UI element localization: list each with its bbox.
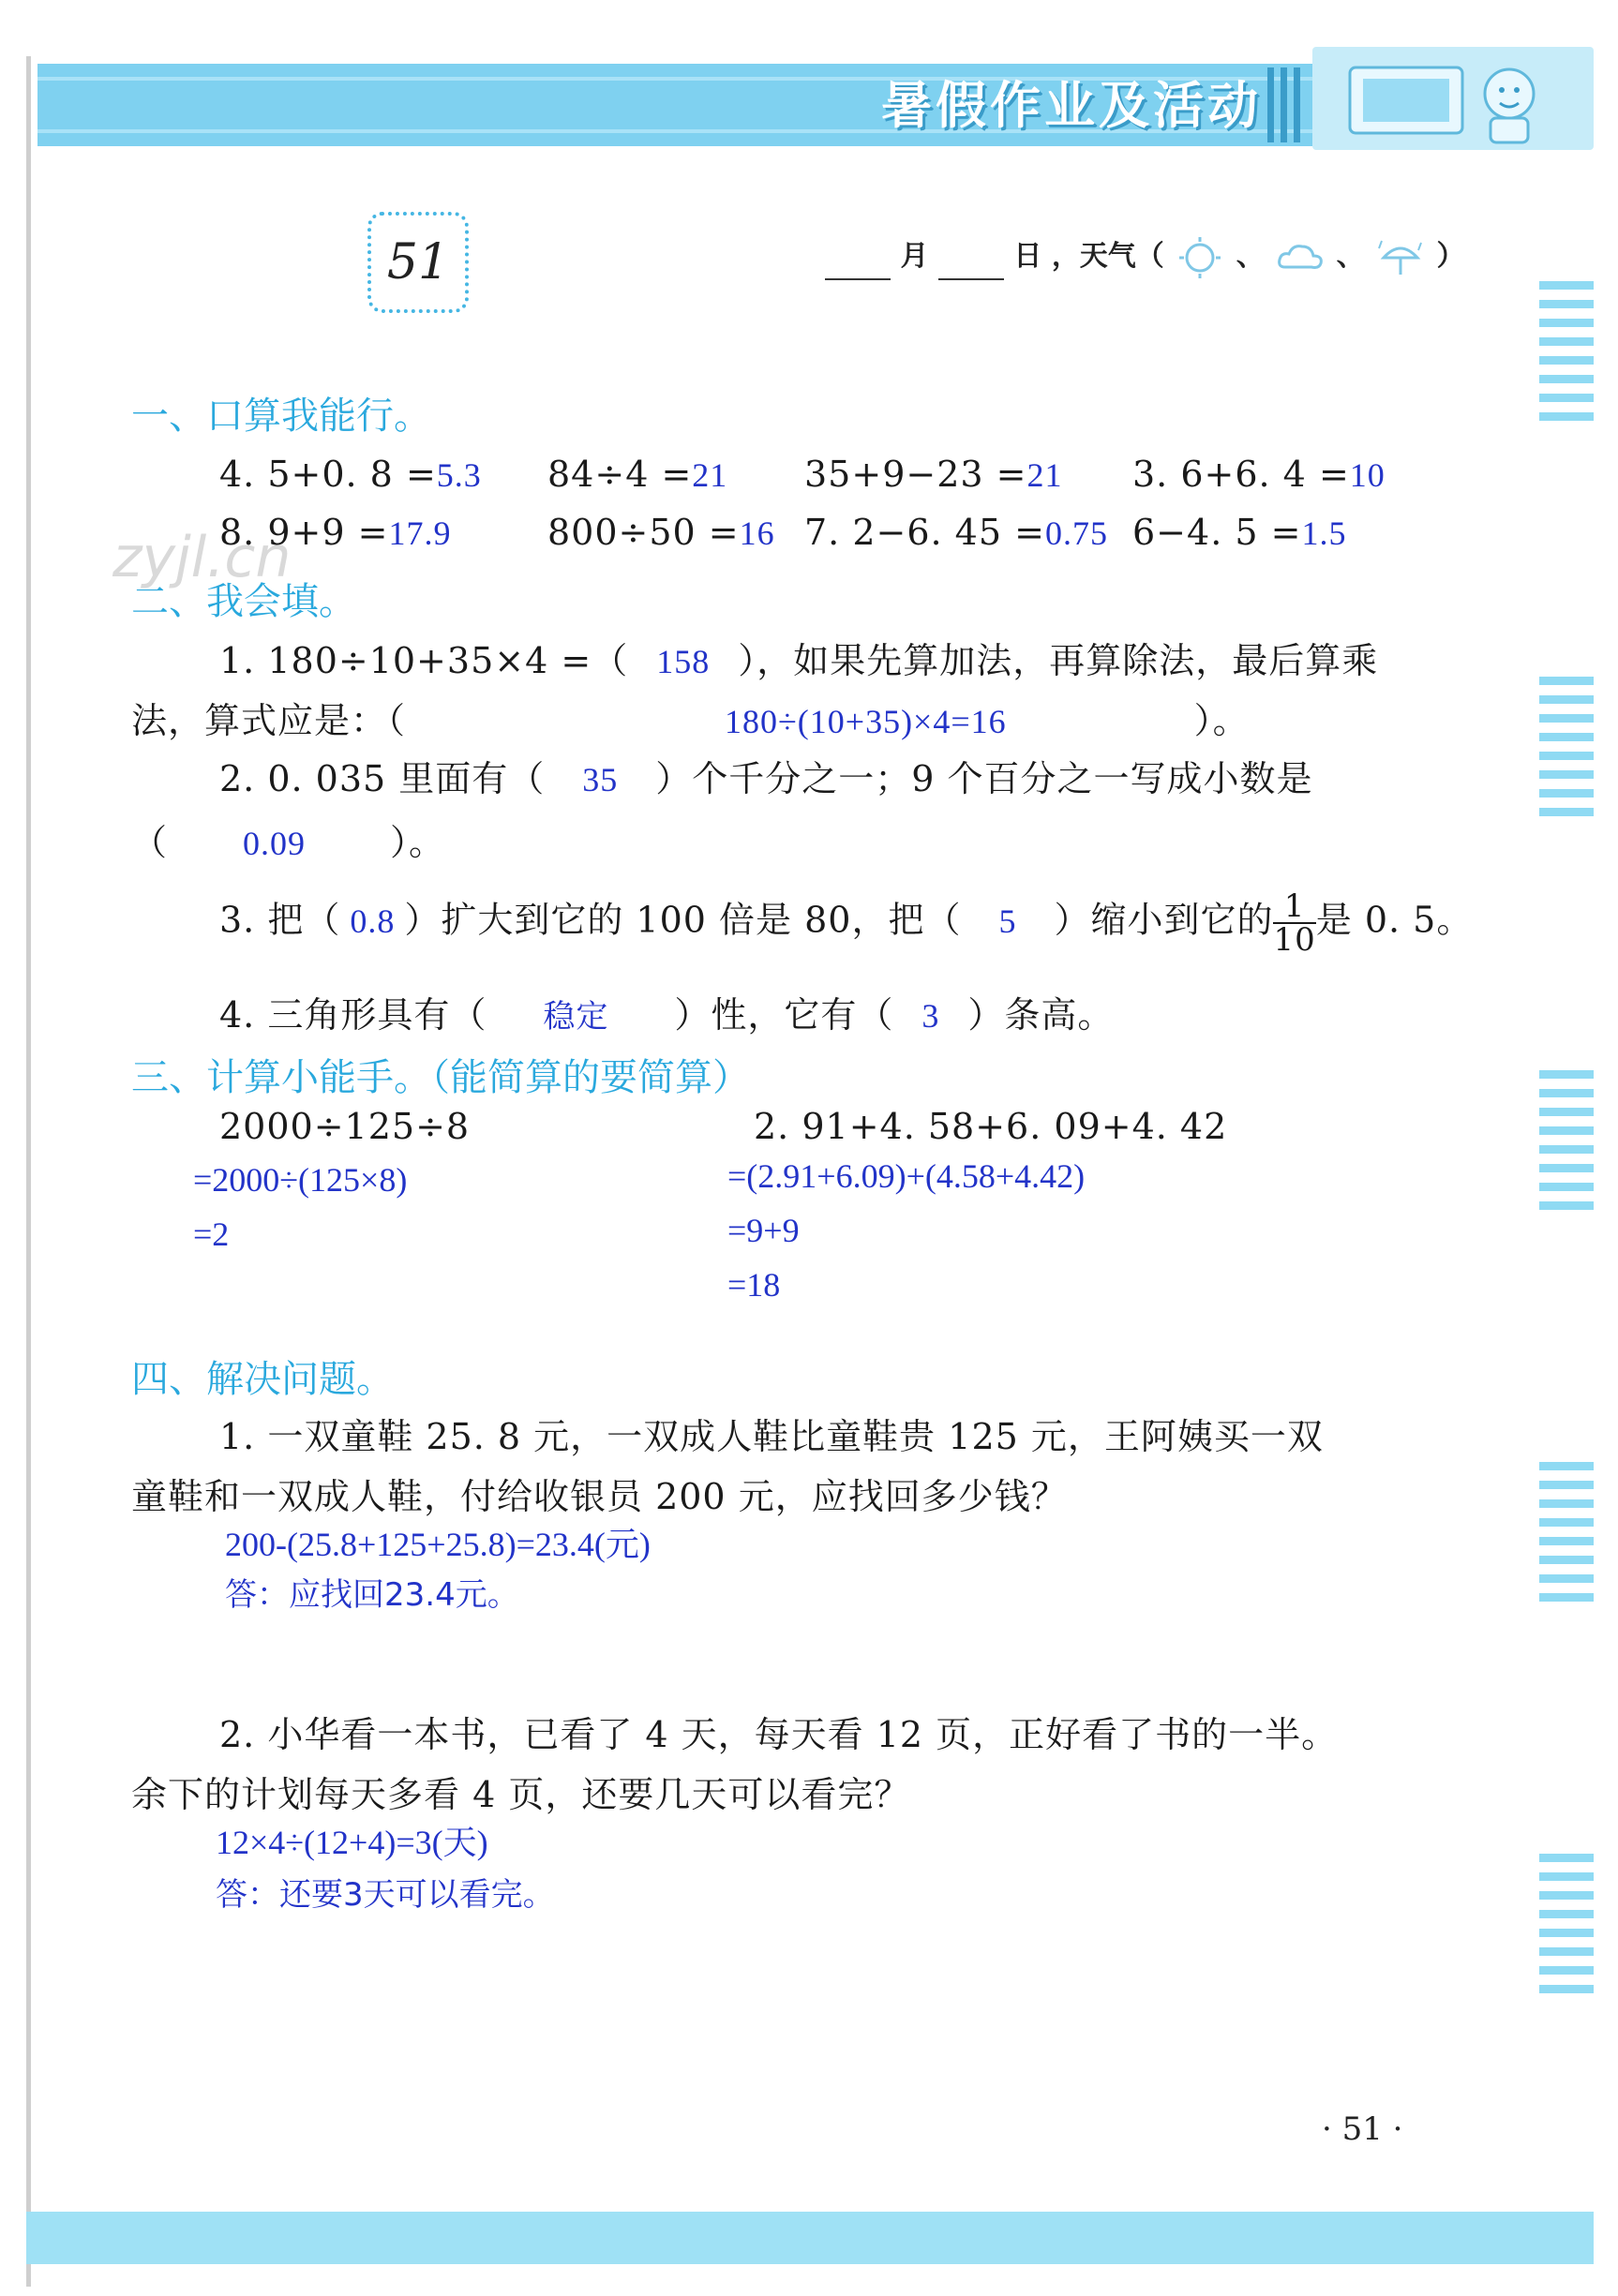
calc-left-step: =2000÷(125×8) [193,1161,408,1199]
header-divider-bars [1267,67,1305,142]
month-blank [825,246,891,280]
problem-2-line: 2. 小华看一本书，已看了 4 天，每天看 12 页，正好看了书的一半。 [219,1714,1339,1755]
sun-icon [1174,235,1226,280]
cloud-icon [1274,235,1326,280]
calc-right-step: =9+9 [727,1212,800,1249]
problem-1-answer: 答：应找回23.4元。 [225,1576,519,1614]
section4-heading: 四、解决问题。 [131,1358,394,1401]
fill-question-2: 2. 0. 035 里面有（ 35 ）个千分之一；9 个百分之一写成小数是 [219,758,1313,799]
side-stripe-block [1539,1070,1594,1220]
rain-umbrella-icon [1374,235,1427,280]
calc-right-question: 2. 91+4. 58+6. 09+4. 42 [754,1106,1228,1147]
bottom-band [26,2212,1594,2264]
weather-label: ，天气（ [1051,240,1164,273]
fill-question-1-cont: 法，算式应是：（ 180÷(10+35)×4=16 ）。 [131,700,1250,741]
month-label: 月 [900,240,929,273]
oral-calc-item: 6−4. 5 =1.5 [1132,512,1347,553]
weather-separator: 、 [1336,240,1365,273]
cartoon-illustration [1312,47,1594,150]
problem-2-answer: 答：还要3天可以看完。 [216,1876,555,1914]
section3-heading: 三、计算小能手。（能简算的要简算） [131,1056,750,1099]
side-stripe-block [1539,1854,1594,2004]
fill-question-3: 3. 把（ 0.8 ）扩大到它的 100 倍是 80，把（ 5 ）缩小到它的 $\frac{1}{10}$ 是 0. 5。 [219,887,1474,959]
oral-calc-item: 7. 2−6. 45 =0.75 [804,512,1108,553]
fill-question-1: 1. 180÷10+35×4 =（ 158 ），如果先算加法，再算除法，最后算乘 [219,640,1379,681]
day-label: 日 [1013,240,1042,273]
fill-question-2-cont: （ 0.09 ）。 [131,822,446,863]
section2-heading: 二、我会填。 [131,580,356,623]
day-blank [938,246,1004,280]
page-number-badge: 51 [367,212,469,313]
side-stripe-block [1539,281,1594,431]
calc-left-step: =2 [193,1215,230,1253]
page-number: · 51 · [1322,2110,1403,2148]
calc-right-step: =(2.91+6.09)+(4.58+4.42) [727,1157,1086,1195]
oral-calc-item: 84÷4 =21 [547,454,728,495]
weather-separator: 、 [1236,240,1265,273]
oral-calc-item: 800÷50 =16 [547,512,775,553]
fraction: $\frac{1}{10}$ [1273,887,1316,959]
problem-1-line: 童鞋和一双成人鞋，付给收银员 200 元，应找回多少钱？ [131,1476,1068,1517]
calc-left-question: 2000÷125÷8 [219,1106,471,1147]
calc-right-step: =18 [727,1266,781,1304]
side-stripe-block [1539,1462,1594,1612]
oral-calc-item: 8. 9+9 =17.9 [219,512,452,553]
side-stripe-block [1539,677,1594,827]
problem-1-equation: 200-(25.8+125+25.8)=23.4(元) [225,1526,651,1563]
watermark: zyjl.cn [112,525,292,590]
header-title: 暑假作业及活动 [881,76,1262,135]
date-weather-line [825,232,1594,289]
problem-1-line: 1. 一双童鞋 25. 8 元，一双成人鞋比童鞋贵 125 元，王阿姨买一双 [219,1416,1324,1457]
weather-close: ） [1436,240,1465,273]
problem-2-line: 余下的计划每天多看 4 页，还要几天可以看完？ [131,1774,911,1815]
fill-question-4: 4. 三角形具有（ 稳定 ）性，它有（ 3 ）条高。 [219,994,1115,1036]
oral-calc-item: 3. 6+6. 4 =10 [1132,454,1386,495]
section1-heading: 一、口算我能行。 [131,395,431,438]
problem-2-equation: 12×4÷(12+4)=3(天) [216,1824,488,1861]
page-spine [26,56,31,2287]
oral-calc-item: 4. 5+0. 8 =5.3 [219,454,482,495]
oral-calc-item: 35+9−23 =21 [804,454,1063,495]
